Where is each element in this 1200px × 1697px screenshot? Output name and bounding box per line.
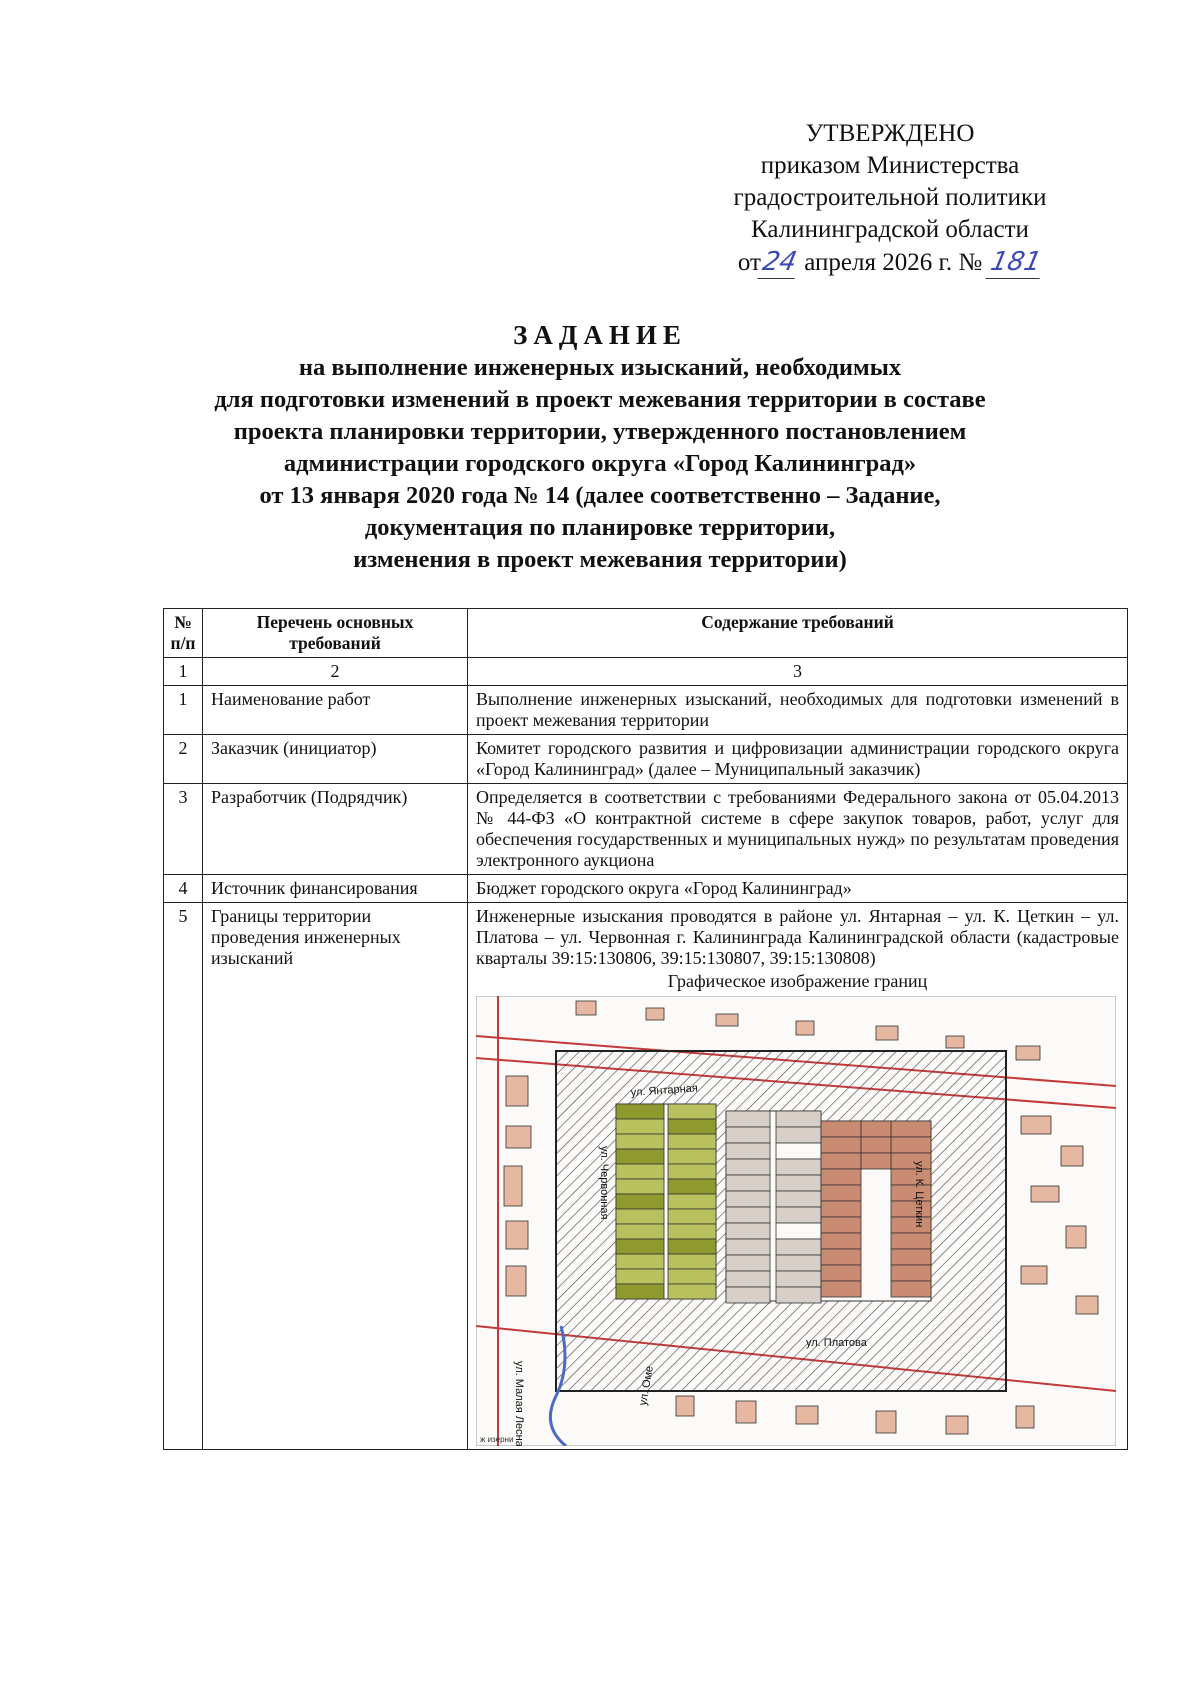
header-requirement: Перечень основных требований bbox=[203, 609, 468, 658]
table-row bbox=[164, 903, 1128, 1450]
approval-date-line bbox=[690, 246, 1090, 279]
parcel bbox=[776, 1287, 821, 1303]
background-building bbox=[1021, 1266, 1047, 1284]
parcel bbox=[616, 1179, 664, 1194]
table-row bbox=[164, 686, 1128, 735]
parcel bbox=[776, 1223, 821, 1239]
parcel bbox=[616, 1104, 664, 1119]
parcel bbox=[668, 1119, 716, 1134]
parcel bbox=[616, 1224, 664, 1239]
parcel bbox=[616, 1239, 664, 1254]
background-building bbox=[876, 1026, 898, 1040]
parcel bbox=[891, 1249, 931, 1265]
parcel bbox=[668, 1209, 716, 1224]
approval-order: приказом Министерства bbox=[760, 152, 1020, 179]
parcel bbox=[821, 1217, 861, 1233]
parcel bbox=[861, 1121, 891, 1137]
parcel bbox=[821, 1249, 861, 1265]
parcel bbox=[668, 1254, 716, 1269]
table-row bbox=[164, 735, 1128, 784]
background-building bbox=[946, 1416, 968, 1434]
heading-line: для подготовки изменений в проект межевания территории в составе bbox=[214, 386, 986, 413]
parcel bbox=[891, 1121, 931, 1137]
parcel bbox=[821, 1153, 861, 1169]
table-header-row bbox=[164, 609, 1128, 658]
row-requirement: Заказчик (инициатор) bbox=[203, 735, 468, 784]
parcel bbox=[668, 1149, 716, 1164]
colnum-3: 3 bbox=[468, 658, 1128, 686]
approval-day-handwritten: 24 bbox=[757, 246, 801, 279]
parcel bbox=[821, 1281, 861, 1297]
parcel bbox=[776, 1255, 821, 1271]
parcel bbox=[891, 1281, 931, 1297]
header-number: № п/п bbox=[164, 609, 203, 658]
parcel bbox=[726, 1223, 770, 1239]
parcel bbox=[616, 1254, 664, 1269]
background-building bbox=[1076, 1296, 1098, 1314]
background-building bbox=[504, 1166, 522, 1206]
background-building bbox=[646, 1008, 664, 1020]
parcel bbox=[776, 1143, 821, 1159]
document-heading bbox=[150, 318, 1050, 576]
parcel bbox=[726, 1255, 770, 1271]
background-building bbox=[876, 1411, 896, 1433]
heading-line: от 13 января 2020 года № 14 (далее соответственно – Задание, bbox=[259, 482, 941, 509]
parcel bbox=[726, 1271, 770, 1287]
parcel bbox=[668, 1284, 716, 1299]
parcel bbox=[726, 1207, 770, 1223]
table-row bbox=[164, 875, 1128, 903]
background-building bbox=[506, 1126, 531, 1148]
parcel bbox=[616, 1164, 664, 1179]
row-requirement: Источник финансирования bbox=[203, 875, 468, 903]
parcel bbox=[726, 1287, 770, 1303]
heading-line: на выполнение инженерных изысканий, необходимых bbox=[298, 354, 902, 381]
street-label-yantarnaya: ул. Янтарная bbox=[630, 1082, 699, 1099]
map-corner-label: ж изерни bbox=[480, 1435, 514, 1444]
parcel bbox=[616, 1134, 664, 1149]
background-building bbox=[506, 1221, 528, 1249]
parcel bbox=[776, 1127, 821, 1143]
parcel bbox=[776, 1191, 821, 1207]
row-number: 4 bbox=[164, 875, 203, 903]
background-building bbox=[796, 1021, 814, 1035]
colnum-2: 2 bbox=[203, 658, 468, 686]
background-building bbox=[576, 1001, 596, 1015]
parcel bbox=[616, 1149, 664, 1164]
parcel bbox=[616, 1269, 664, 1284]
parcel bbox=[821, 1121, 861, 1137]
background-building bbox=[506, 1266, 526, 1296]
parcel bbox=[616, 1209, 664, 1224]
parcel bbox=[861, 1153, 891, 1169]
row-number: 3 bbox=[164, 784, 203, 875]
parcel bbox=[668, 1104, 716, 1119]
heading-line: изменения в проект межевания территории) bbox=[353, 546, 847, 573]
parcel bbox=[726, 1191, 770, 1207]
parcel bbox=[668, 1224, 716, 1239]
boundary-map bbox=[476, 996, 1116, 1446]
parcel bbox=[776, 1111, 821, 1127]
background-building bbox=[1016, 1406, 1034, 1428]
parcel bbox=[891, 1265, 931, 1281]
parcel bbox=[668, 1269, 716, 1284]
heading-line: документация по планировке территории, bbox=[364, 514, 836, 541]
parcel bbox=[616, 1284, 664, 1299]
background-building bbox=[716, 1014, 738, 1026]
parcel bbox=[891, 1233, 931, 1249]
parcel bbox=[668, 1179, 716, 1194]
background-building bbox=[1061, 1146, 1083, 1166]
row-content: Инженерные изыскания проводятся в районе ул. Янтарная – ул. К. Цеткин – ул. Платова – ул. Червонная г. Калининграда Калининградской области (кадастровые кварталы 39:15:130806, 39:15:130807, 39:15:130808) bbox=[476, 906, 1119, 968]
parcel bbox=[776, 1159, 821, 1175]
approval-title: УТВЕРЖДЕНО bbox=[805, 120, 975, 147]
parcel bbox=[891, 1137, 931, 1153]
background-building bbox=[1021, 1116, 1051, 1134]
approval-date-middle: апреля 2026 г. № bbox=[804, 249, 983, 276]
row-requirement: Разработчик (Подрядчик) bbox=[203, 784, 468, 875]
column-number-row bbox=[164, 658, 1128, 686]
row-number: 1 bbox=[164, 686, 203, 735]
parcel bbox=[668, 1164, 716, 1179]
row-number: 2 bbox=[164, 735, 203, 784]
street-label-malaya-lesnaya: ул. Малая Лесная bbox=[513, 1361, 525, 1446]
colnum-1: 1 bbox=[164, 658, 203, 686]
parcel bbox=[726, 1175, 770, 1191]
row-content: Выполнение инженерных изысканий, необходимых для подготовки изменений в проект межевания территории bbox=[468, 686, 1128, 735]
parcel bbox=[668, 1194, 716, 1209]
background-building bbox=[946, 1036, 964, 1048]
background-building bbox=[1031, 1186, 1059, 1202]
background-building bbox=[1016, 1046, 1040, 1060]
row-content: Бюджет городского округа «Город Калининград» bbox=[468, 875, 1128, 903]
parcel bbox=[726, 1127, 770, 1143]
parcel bbox=[861, 1137, 891, 1153]
background-building bbox=[736, 1401, 756, 1423]
boundary-map-svg bbox=[476, 996, 1116, 1446]
background-building bbox=[796, 1406, 818, 1424]
parcel bbox=[776, 1207, 821, 1223]
parcel bbox=[616, 1119, 664, 1134]
requirements-table bbox=[163, 608, 1128, 1450]
parcel bbox=[668, 1134, 716, 1149]
parcel bbox=[776, 1271, 821, 1287]
parcel bbox=[726, 1111, 770, 1127]
table-row bbox=[164, 784, 1128, 875]
parcel bbox=[776, 1239, 821, 1255]
approval-number-handwritten: 181 bbox=[985, 246, 1046, 279]
parcel bbox=[821, 1137, 861, 1153]
street-label-tsetkin: ул. К. Цеткин bbox=[913, 1161, 925, 1228]
street-label-ome: ул. Оме bbox=[637, 1365, 656, 1407]
map-title: Графическое изображение границ bbox=[667, 971, 928, 991]
parcel bbox=[821, 1265, 861, 1281]
row-requirement: Наименование работ bbox=[203, 686, 468, 735]
street-label-platova: ул. Платова bbox=[806, 1337, 867, 1349]
parcel bbox=[726, 1159, 770, 1175]
parcel bbox=[821, 1169, 861, 1185]
row-content-with-map bbox=[468, 903, 1128, 1450]
row-requirement: Границы территории проведения инженерных изысканий bbox=[203, 903, 468, 1450]
parcel bbox=[821, 1201, 861, 1217]
background-building bbox=[676, 1396, 694, 1416]
approval-stamp bbox=[690, 118, 1090, 279]
parcel bbox=[668, 1239, 716, 1254]
parcel bbox=[726, 1239, 770, 1255]
street-label-chervonnaya: ул. Червонная bbox=[598, 1146, 610, 1220]
document-title: ЗАДАНИЕ bbox=[513, 320, 687, 350]
background-building bbox=[1066, 1226, 1086, 1248]
heading-line: проекта планировки территории, утвержденного постановлением bbox=[233, 418, 967, 445]
approval-ministry: градостроительной политики bbox=[733, 184, 1047, 211]
approval-date-prefix: от bbox=[737, 249, 761, 276]
parcel bbox=[821, 1233, 861, 1249]
row-number: 5 bbox=[164, 903, 203, 1450]
header-content: Содержание требований bbox=[468, 609, 1128, 658]
parcel bbox=[726, 1143, 770, 1159]
parcel bbox=[616, 1194, 664, 1209]
parcel bbox=[821, 1185, 861, 1201]
approval-region: Калининградской области bbox=[751, 216, 1029, 243]
parcel bbox=[776, 1175, 821, 1191]
row-content: Определяется в соответствии с требованиями Федерального закона от 05.04.2013 № 44-ФЗ «О контрактной системе в сфере закупок товаров, работ, услуг для обеспечения государственных и муниципальных нужд» по результатам проведения электронного аукциона bbox=[468, 784, 1128, 875]
row-content: Комитет городского развития и цифровизации администрации городского округа «Город Калининград» (далее – Муниципальный заказчик) bbox=[468, 735, 1128, 784]
background-building bbox=[506, 1076, 528, 1106]
heading-line: администрации городского округа «Город Калининград» bbox=[283, 450, 917, 477]
